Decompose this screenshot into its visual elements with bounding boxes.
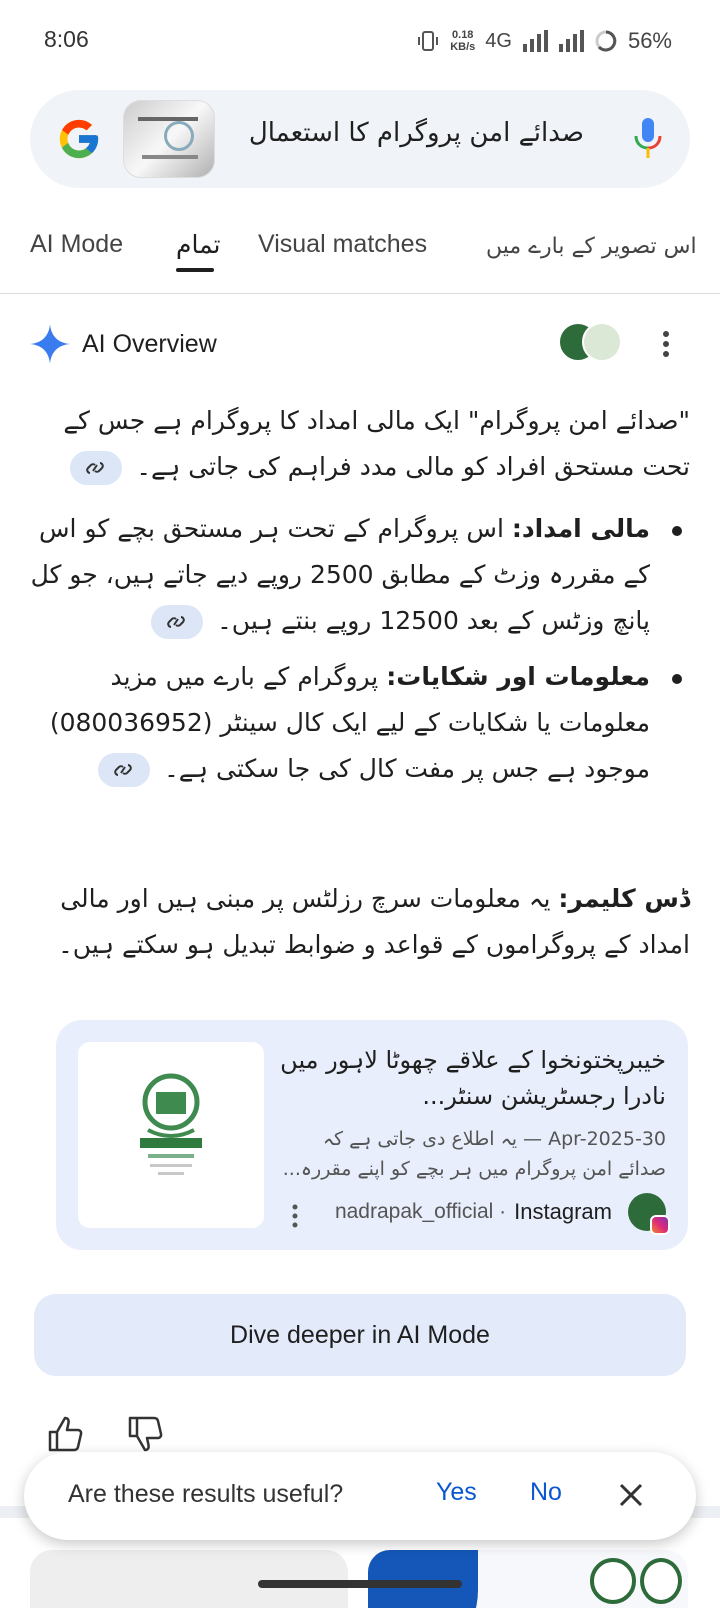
status-time: 8:06 <box>44 26 89 52</box>
home-indicator[interactable] <box>258 1580 462 1588</box>
link-icon <box>165 612 187 632</box>
emblem-icon <box>640 1558 682 1604</box>
source-footer <box>335 1192 666 1232</box>
net-speed <box>450 29 475 53</box>
citation-link-chip[interactable] <box>151 605 203 639</box>
source-snippet: 30-Apr-2025 — یہ اطلاع دی جاتی ہے کہ صدائے امن پروگرام میں ہر بچے کو اپنے مقررہ... <box>282 1128 666 1180</box>
feedback-prompt <box>24 1452 696 1540</box>
source-more-options-icon[interactable] <box>292 1204 298 1228</box>
link-icon <box>112 760 134 780</box>
close-icon[interactable] <box>616 1480 646 1510</box>
google-logo-icon[interactable] <box>56 116 102 162</box>
result-card[interactable] <box>30 1550 348 1608</box>
intro-text: "صدائے امن پروگرام" ایک مالی امداد کا پروگرام ہے جس کے تحت مستحق افراد کو مالی مدد فراہم کی جاتی ہے۔ <box>63 406 690 481</box>
list-item <box>30 506 690 644</box>
results-tabs <box>0 210 720 294</box>
bullet-title: مالی امداد: <box>511 514 650 543</box>
network-type: 4G <box>485 29 512 52</box>
bullet-text: پروگرام کے بارے میں مزید معلومات یا شکایات کے لیے ایک کال سینٹر (080036952) موجود ہے جس پر مفت کال کی جا سکتی ہے۔ <box>49 662 650 783</box>
thumbs-down-icon[interactable] <box>126 1414 166 1454</box>
tab-visual-matches[interactable]: Visual matches <box>258 230 428 258</box>
search-query[interactable]: صدائے امن پروگرام کا استعمال <box>248 118 584 148</box>
citation-link-chip[interactable] <box>70 451 122 485</box>
signal-icon-2 <box>558 30 584 52</box>
mic-icon[interactable] <box>632 116 664 162</box>
source-avatar-icon-2[interactable] <box>582 322 622 362</box>
link-icon <box>84 458 106 478</box>
emblem-icon <box>590 1558 636 1604</box>
ai-overview-header <box>30 322 690 370</box>
status-icons <box>416 26 672 56</box>
battery-percent: 56% <box>627 28 672 53</box>
ai-overview-intro <box>30 398 690 490</box>
net-speed-value: 0.18 <box>452 29 474 41</box>
result-card[interactable] <box>368 1550 688 1608</box>
nadra-logo-icon <box>78 1042 264 1228</box>
active-tab-indicator <box>176 268 214 272</box>
source-account: nadrapak_official · <box>334 1200 507 1223</box>
instagram-icon <box>650 1215 670 1235</box>
disclaimer <box>30 876 690 968</box>
signal-icon <box>522 30 548 52</box>
tab-ai-mode[interactable]: AI Mode <box>30 230 124 258</box>
ai-overview-title: AI Overview <box>82 330 217 358</box>
bullet-text: اس پروگرام کے تحت ہر مستحق بچے کو اس کے مقررہ وزٹ کے مطابق 2500 روپے دیے جاتے ہیں، جو کل پانچ وزٹس کے بعد 12500 روپے بنتے ہیں۔ <box>30 514 650 635</box>
feedback-question: Are these results useful? <box>68 1480 344 1508</box>
source-image[interactable] <box>78 1042 264 1228</box>
query-image-thumbnail[interactable] <box>123 100 215 178</box>
net-speed-unit: KB/s <box>450 41 476 53</box>
citation-link-chip[interactable] <box>98 753 150 787</box>
disclaimer-text: یہ معلومات سرچ رزلٹس پر مبنی ہیں اور مالی امداد کے پروگراموں کے قواعد و ضوابط تبدیل ہو سکتے ہیں۔ <box>58 884 690 959</box>
source-platform: Instagram <box>514 1199 612 1224</box>
source-title[interactable]: خیبرپختونخوا کے علاقے چھوٹا لاہور میں نادرا رجسٹریشن سنٹر... <box>280 1046 666 1110</box>
more-options-icon[interactable] <box>652 328 680 360</box>
dive-deeper-ai-mode-button[interactable]: Dive deeper in AI Mode <box>34 1294 686 1376</box>
tab-all[interactable]: تمام <box>176 231 221 259</box>
next-results-strip <box>0 1540 720 1608</box>
search-bar[interactable] <box>30 90 690 188</box>
vibrate-icon <box>416 29 440 53</box>
feedback-no-button[interactable]: No <box>530 1478 562 1506</box>
ai-overview-bullets <box>30 506 690 802</box>
battery-icon <box>594 29 618 53</box>
status-bar <box>0 0 720 80</box>
disclaimer-title: ڈس کلیمر: <box>558 884 690 913</box>
source-account-avatar <box>628 1193 666 1231</box>
list-item <box>30 654 690 792</box>
feedback-yes-button[interactable]: Yes <box>436 1478 477 1506</box>
bullet-title: معلومات اور شکایات: <box>386 662 650 691</box>
thumbs-up-icon[interactable] <box>46 1414 86 1454</box>
tab-about-image[interactable]: اس تصویر کے بارے میں <box>486 234 697 259</box>
sparkle-icon <box>30 324 70 364</box>
source-card[interactable] <box>56 1020 688 1250</box>
